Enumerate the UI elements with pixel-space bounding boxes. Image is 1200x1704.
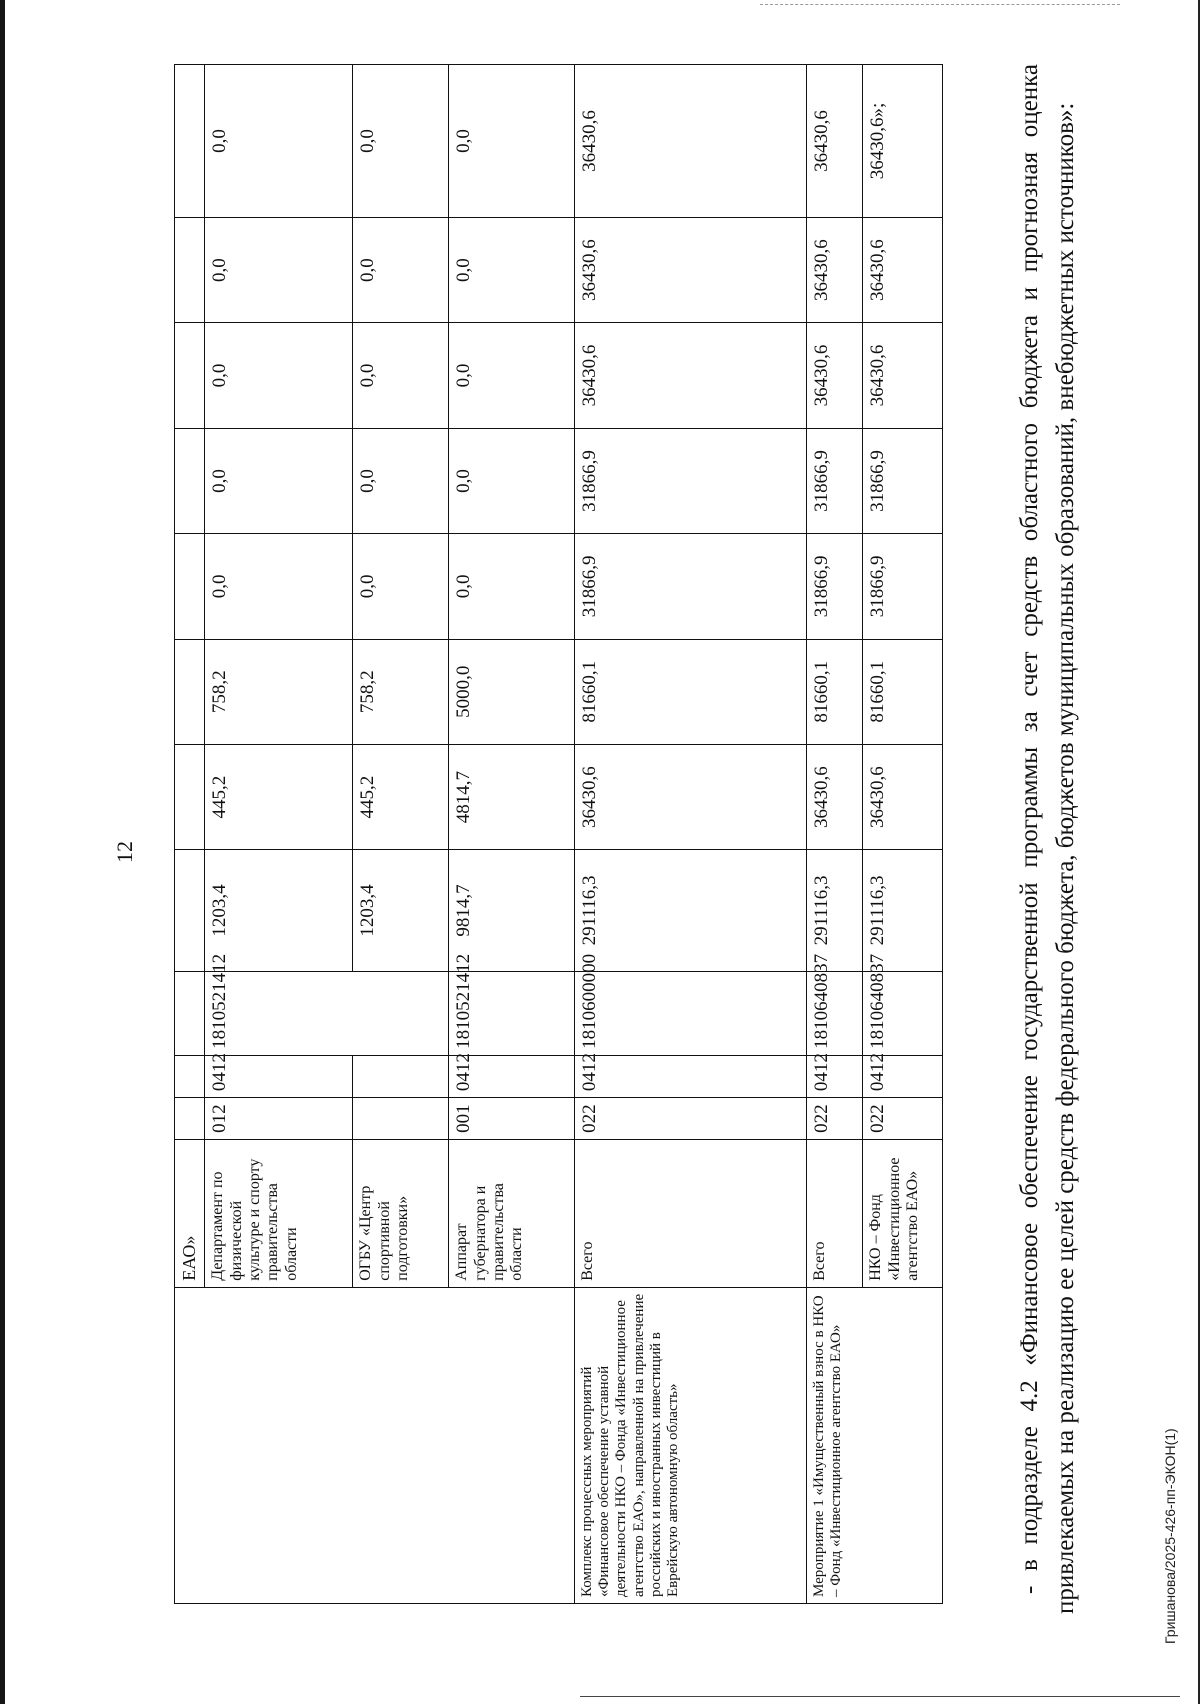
csr-cell: 1810600000 (575, 971, 807, 1055)
value-cell: 36430,6 (807, 65, 863, 218)
value-cell: 9814,7 (449, 850, 575, 971)
value-cell: 0,0 (449, 217, 575, 322)
csr-cell: 1810521412 (449, 971, 575, 1055)
executor-cell: Всего (807, 1140, 863, 1288)
value-cell: 31866,9 (807, 534, 863, 639)
value-cell: 291116,3 (807, 850, 863, 971)
executor-cell: Департамент по физической культуре и спорту правительства области (205, 1140, 353, 1288)
paragraph-text: - в подразделе 4.2 «Финансовое обеспечение государственной программы за счет средств областного бюджета и прогнозная оценка привлекаемых на реализацию ее целей средств федерального бюджета, бюджетов муниципальных образований, внебюджетных источников»: (1016, 64, 1080, 1614)
value-cell: 291116,3 (863, 850, 943, 971)
executor-cell: ОГБУ «Центр спортивной подготовки» (353, 1140, 449, 1288)
value-cell: 758,2 (353, 639, 449, 744)
value-cell: 4814,7 (449, 744, 575, 849)
value-cell: 0,0 (205, 217, 353, 322)
rzpr-cell: 0412 (807, 1055, 863, 1097)
value-cell: 0,0 (449, 534, 575, 639)
csr-cell: 1810640837 (807, 971, 863, 1055)
rzpr-cell: 0412 (205, 1055, 353, 1097)
table-row (175, 65, 205, 1604)
rzpr-cell: 0412 (575, 1055, 807, 1097)
value-cell: 0,0 (353, 217, 449, 322)
value-cell: 1203,4 (353, 850, 449, 971)
value-cell: 36430,6 (575, 744, 807, 849)
grbs-cell: 012 (205, 1098, 353, 1140)
executor-cell: ЕАО» (175, 1140, 205, 1288)
grbs-cell: 022 (807, 1098, 863, 1140)
value-cell: 0,0 (353, 534, 449, 639)
value-cell: 36430,6»; (863, 65, 943, 218)
program-name-cell (175, 1287, 205, 1603)
value-cell: 31866,9 (863, 428, 943, 533)
value-cell: 1203,4 (205, 850, 353, 971)
value-cell: 0,0 (449, 65, 575, 218)
value-cell: 31866,9 (575, 428, 807, 533)
program-name-cell (449, 1287, 575, 1603)
value-cell: 36430,6 (863, 744, 943, 849)
amendment-paragraph (1012, 64, 1085, 1614)
value-cell: 36430,6 (575, 323, 807, 428)
value-cell: 31866,9 (575, 534, 807, 639)
value-cell: 758,2 (205, 639, 353, 744)
financing-table (174, 64, 943, 1604)
value-cell: 445,2 (205, 744, 353, 849)
table-row (449, 65, 575, 1604)
value-cell: 36430,6 (575, 65, 807, 218)
value-cell: 31866,9 (863, 534, 943, 639)
value-cell: 445,2 (353, 744, 449, 849)
value-cell: 36430,6 (575, 217, 807, 322)
value-cell: 36430,6 (863, 217, 943, 322)
value-cell: 0,0 (449, 428, 575, 533)
value-cell: 81660,1 (575, 639, 807, 744)
program-name-cell: Комплекс процессных мероприятий «Финансовое обеспечение уставной деятельности НКО – Фонда «Инвестиционное агентство ЕАО», направленной на привлечение российских и иностранных инвестиций в Еврейскую автономную область» (575, 1287, 807, 1603)
value-cell: 0,0 (353, 323, 449, 428)
value-cell: 36430,6 (807, 217, 863, 322)
value-cell: 81660,1 (863, 639, 943, 744)
rzpr-cell: 0412 (863, 1055, 943, 1097)
value-cell: 81660,1 (807, 639, 863, 744)
value-cell: 0,0 (205, 65, 353, 218)
program-name-cell: Мероприятие 1 «Имущественный взнос в НКО – Фонд «Инвестиционное агентство ЕАО» (807, 1287, 943, 1603)
value-cell: 0,0 (205, 323, 353, 428)
value-cell: 0,0 (205, 428, 353, 533)
value-cell: 36430,6 (807, 744, 863, 849)
table-row (807, 65, 863, 1604)
page-number: 12 (112, 841, 137, 863)
executor-cell: НКО – Фонд «Инвестиционное агентство ЕАО» (863, 1140, 943, 1288)
program-name-cell (205, 1287, 353, 1603)
value-cell: 291116,3 (575, 850, 807, 971)
value-cell: 0,0 (353, 428, 449, 533)
grbs-cell: 001 (449, 1098, 575, 1140)
document-reference: Гришанова/2025-426-пп-ЭКОН(1) (1162, 1428, 1178, 1644)
table-row (205, 65, 353, 1604)
grbs-cell: 022 (863, 1098, 943, 1140)
value-cell: 0,0 (205, 534, 353, 639)
value-cell: 0,0 (449, 323, 575, 428)
executor-cell: Аппарат губернатора и правительства области (449, 1140, 575, 1288)
table-row (353, 65, 449, 1604)
value-cell: 5000,0 (449, 639, 575, 744)
value-cell: 36430,6 (807, 323, 863, 428)
table-row (575, 65, 807, 1604)
value-cell: 36430,6 (863, 323, 943, 428)
csr-cell: 1810521412 (205, 971, 353, 1055)
csr-cell: 1810640837 (863, 971, 943, 1055)
rzpr-cell: 0412 (449, 1055, 575, 1097)
grbs-cell: 022 (575, 1098, 807, 1140)
program-name-cell (353, 1287, 449, 1603)
executor-cell: Всего (575, 1140, 807, 1288)
value-cell: 31866,9 (807, 428, 863, 533)
value-cell: 0,0 (353, 65, 449, 218)
